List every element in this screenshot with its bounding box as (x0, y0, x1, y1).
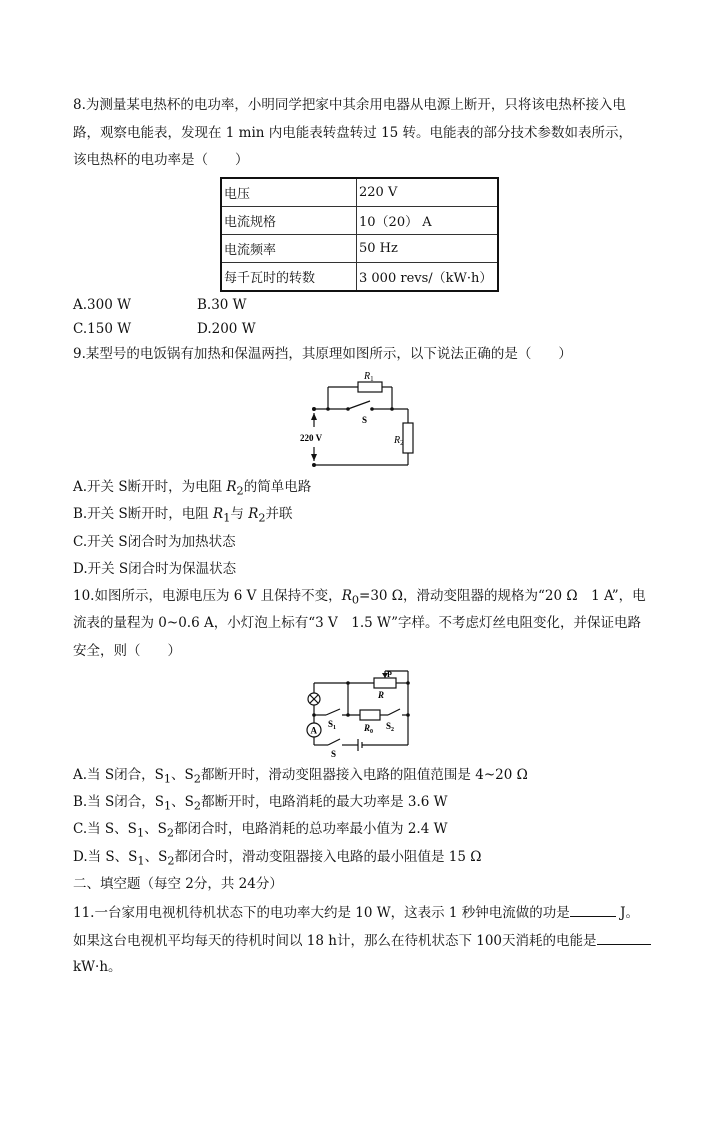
r2-label: $R_2$ (394, 435, 404, 447)
q11-line-1: 11.一台家用电视机待机状态下的电功率大约是 10 W，这表示 1 秒钟电流做的功是 J。 (73, 905, 639, 921)
q9-option-c: C.开关 S闭合时为加热状态 (73, 534, 236, 550)
q9-option-b: B.开关 S断开时，电阻 $R_1$与 $R_2$并联 (73, 506, 293, 525)
table-cell: 220 V (357, 178, 499, 207)
q11-line-2: 如果这台电视机平均每天的待机时间以 18 h计，那么在待机状态下 100天消耗的电能是 (73, 931, 651, 950)
q10-option-b: B.当 S闭合，$S_1$、$S_2$都断开时，电路消耗的最大功率是 3.6 W (73, 794, 448, 813)
voltage-label: 220 V (300, 433, 323, 443)
table-cell: 每千瓦时的转数 (221, 263, 357, 292)
rice-cooker-circuit-diagram (290, 365, 430, 475)
table-cell: 50 Hz (357, 235, 499, 263)
r1-label: $R_1$ (364, 371, 374, 383)
q10-option-c: C.当 S、$S_1$、$S_2$都闭合时，电路消耗的总功率最小值为 2.4 W (73, 821, 448, 840)
q8-option-a: A.300 W (73, 297, 131, 313)
q11-line-3: kW·h。 (73, 959, 122, 975)
table-cell: 3 000 revs/（kW·h） (357, 263, 499, 292)
q9-option-a: A.开关 S断开时，为电阻 $R_2$的简单电路 (73, 479, 312, 498)
table-cell: 10（20） A (357, 207, 499, 235)
q8-line-2: 路，观察电能表，发现在 1 min 内电能表转盘转过 15 转。电能表的部分技术参数如表所示， (73, 125, 633, 141)
meter-params-table (220, 177, 499, 292)
rheostat-r-label: R (378, 690, 385, 700)
s2-label: $S_2$ (386, 721, 395, 733)
q9-option-d: D.开关 S闭合时为保温状态 (73, 561, 237, 577)
table-row (221, 207, 498, 235)
answer-blank[interactable] (597, 931, 651, 945)
q8-line-3: 该电热杯的电功率是（ ） (73, 152, 249, 168)
q8-option-b: B.30 W (197, 297, 247, 313)
q10-line-3: 安全，则（ ） (73, 643, 181, 659)
r0-label: $R_0$ (364, 723, 374, 735)
table-row (221, 178, 498, 207)
answer-blank[interactable] (570, 903, 616, 917)
q8-option-c: C.150 W (73, 321, 132, 337)
table-cell: 电流规格 (221, 207, 357, 235)
s-label: S (331, 749, 337, 759)
q10-circuit-diagram (298, 665, 422, 760)
ammeter-label: A (310, 725, 317, 736)
q8-line-1: 8.为测量某电热杯的电功率，小明同学把家中其余用电器从电源上断开，只将该电热杯接入电 (73, 97, 626, 113)
slider-p-label: P (387, 670, 392, 679)
table-row (221, 235, 498, 263)
q10-line-1: 10.如图所示，电源电压为 6 V 且保持不变，$R_0=30$ Ω，滑动变阻器的规格为“20 Ω 1 A”，电 (73, 588, 646, 607)
table-row (221, 263, 498, 292)
q10-option-d: D.当 S、$S_1$、$S_2$都闭合时，滑动变阻器接入电路的最小阻值是 15 Ω (73, 849, 482, 868)
table-cell: 电流频率 (221, 235, 357, 263)
switch-s-label: S (362, 415, 368, 425)
q9-line-1: 9.某型号的电饭锅有加热和保温两挡，其原理如图所示，以下说法正确的是（ ） (73, 346, 572, 362)
table-cell: 电压 (221, 178, 357, 207)
q10-line-2: 流表的量程为 0~0.6 A，小灯泡上标有“3 V 1.5 W”字样。不考虑灯丝电阻变化，并保证电路 (73, 615, 642, 631)
section-title: 二、填空题（每空 2分，共 24分） (73, 876, 283, 892)
q10-option-a: A.当 S闭合，$S_1$、$S_2$都断开时，滑动变阻器接入电路的阻值范围是 4~20 Ω (73, 767, 528, 786)
s1-label: $S_1$ (328, 719, 337, 731)
q8-option-d: D.200 W (197, 321, 256, 337)
